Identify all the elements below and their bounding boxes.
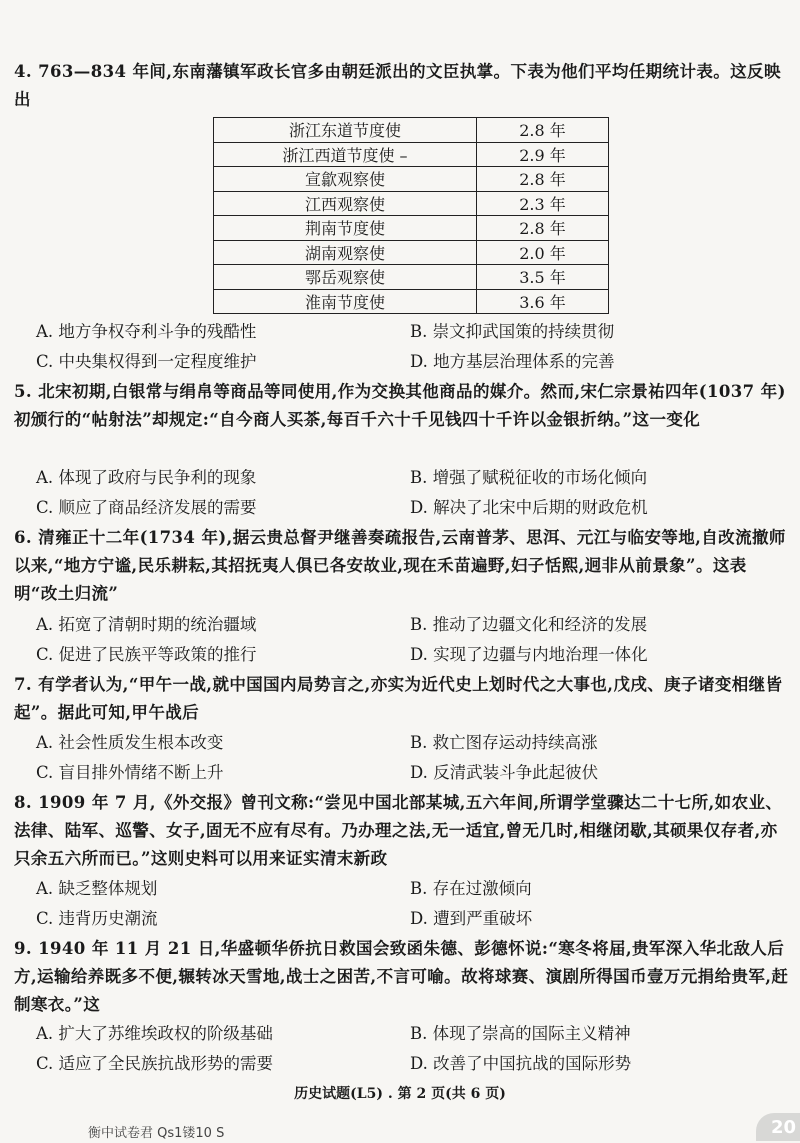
option-b[interactable]: B. 体现了崇高的国际主义精神	[410, 1024, 631, 1043]
tenure-cell: 2.8 年	[477, 216, 609, 241]
options-row	[36, 1019, 776, 1049]
tenure-table	[213, 117, 609, 314]
options-row	[36, 463, 776, 493]
table-row	[214, 265, 609, 290]
option-a[interactable]: A. 拓宽了清朝时期的统治疆域	[36, 615, 257, 634]
table-row	[214, 216, 609, 241]
options-row	[36, 347, 776, 377]
option-a[interactable]: A. 社会性质发生根本改变	[36, 733, 224, 752]
official-title-cell: 浙江西道节度使 –	[214, 142, 477, 167]
question-7	[14, 671, 790, 727]
official-title-cell: 浙江东道节度使	[214, 118, 477, 143]
tenure-cell: 2.9 年	[477, 142, 609, 167]
option-d[interactable]: D. 实现了边疆与内地治理一体化	[410, 645, 648, 664]
official-title-cell: 淮南节度使	[214, 289, 477, 314]
option-d[interactable]: D. 改善了中国抗战的国际形势	[410, 1054, 632, 1073]
official-title-cell: 荆南节度使	[214, 216, 477, 241]
option-b[interactable]: B. 推动了边疆文化和经济的发展	[410, 615, 648, 634]
option-d[interactable]: D. 遭到严重破坏	[410, 909, 533, 928]
option-a[interactable]: A. 扩大了苏维埃政权的阶级基础	[36, 1024, 273, 1043]
corner-page-tab: 20	[756, 1113, 800, 1141]
tenure-cell: 2.8 年	[477, 118, 609, 143]
option-c[interactable]: C. 盲目排外情绪不断上升	[36, 763, 224, 782]
option-c[interactable]: C. 顺应了商品经济发展的需要	[36, 498, 257, 517]
tenure-cell: 3.5 年	[477, 265, 609, 290]
option-d[interactable]: D. 反清武装斗争此起彼伏	[410, 763, 599, 782]
options-row	[36, 1049, 776, 1079]
table-row	[214, 240, 609, 265]
question-8	[14, 789, 790, 873]
question-stem: 9. 1940 年 11 月 21 日,华盛顿华侨抗日救国会致函朱德、彭德怀说:“寒冬将届,贵军深入华北敌人后方,运输给养既多不便,辗转冰天雪地,战士之困苦,不言可喻。故将球赛、演剧所得国币壹万元捐给贵军,赶制寒衣。”这	[14, 939, 789, 1014]
tenure-cell: 2.0 年	[477, 240, 609, 265]
question-stem: 4. 763—834 年间,东南藩镇军政长官多由朝廷派出的文臣执掌。下表为他们平均任期统计表。这反映出	[14, 62, 781, 109]
tenure-cell: 3.6 年	[477, 289, 609, 314]
question-5	[14, 378, 790, 434]
official-title-cell: 宣歙观察使	[214, 167, 477, 192]
official-title-cell: 湖南观察使	[214, 240, 477, 265]
table-row	[214, 142, 609, 167]
options-row	[36, 874, 776, 904]
option-a[interactable]: A. 缺乏整体规划	[36, 879, 158, 898]
option-b[interactable]: B. 增强了赋税征收的市场化倾向	[410, 468, 648, 487]
options-row	[36, 758, 776, 788]
official-title-cell: 鄂岳观察使	[214, 265, 477, 290]
option-a[interactable]: A. 地方争权夺利斗争的残酷性	[36, 322, 257, 341]
table-row	[214, 167, 609, 192]
question-6	[14, 524, 790, 608]
official-title-cell: 江西观察使	[214, 191, 477, 216]
table-row	[214, 118, 609, 143]
option-b[interactable]: B. 救亡图存运动持续高涨	[410, 733, 598, 752]
options-row	[36, 640, 776, 670]
table-row	[214, 191, 609, 216]
option-c[interactable]: C. 中央集权得到一定程度维护	[36, 352, 257, 371]
tenure-cell: 2.3 年	[477, 191, 609, 216]
option-a[interactable]: A. 体现了政府与民争利的现象	[36, 468, 257, 487]
options-row	[36, 904, 776, 934]
options-row	[36, 493, 776, 523]
watermark-stamp: 衡中试卷君 Qs1镂10 S	[88, 1126, 225, 1141]
question-stem: 6. 清雍正十二年(1734 年),据云贵总督尹继善奏疏报告,云南普茅、思洱、元江与临安等地,自改流撤师以来,“地方宁谧,民乐耕耘,其招抚夷人俱已各安故业,现在禾苗遍野,妇子恬熙,迥非从前景象”。这表明“改土归流”	[14, 528, 786, 603]
option-c[interactable]: C. 违背历史潮流	[36, 909, 158, 928]
options-row	[36, 317, 776, 347]
page-footer: 历史试题(L5) . 第 2 页(共 6 页)	[294, 1086, 506, 1102]
option-b[interactable]: B. 存在过激倾向	[410, 879, 532, 898]
options-row	[36, 610, 776, 640]
question-stem: 7. 有学者认为,“甲午一战,就中国国内局势言之,亦实为近代史上划时代之大事也,戊戌、庚子诸变相继皆起”。据此可知,甲午战后	[14, 675, 783, 722]
tenure-cell: 2.8 年	[477, 167, 609, 192]
question-4	[14, 58, 790, 114]
option-b[interactable]: B. 崇文抑武国策的持续贯彻	[410, 322, 615, 341]
option-d[interactable]: D. 地方基层治理体系的完善	[410, 352, 615, 371]
option-c[interactable]: C. 适应了全民族抗战形势的需要	[36, 1054, 274, 1073]
table-row	[214, 289, 609, 314]
question-stem: 8. 1909 年 7 月,《外交报》曾刊文称:“尝见中国北部某城,五六年间,所谓学堂骤达二十七所,如农业、法律、陆军、巡警、女子,固无不应有尽有。乃办理之法,无一适宜,曾无几时,相继闭歇,其硕果仅存者,亦只余五六所而已。”这则史料可以用来证实清末新政	[14, 793, 783, 868]
option-c[interactable]: C. 促进了民族平等政策的推行	[36, 645, 257, 664]
option-d[interactable]: D. 解决了北宋中后期的财政危机	[410, 498, 648, 517]
options-row	[36, 728, 776, 758]
question-9	[14, 935, 790, 1019]
question-stem: 5. 北宋初期,白银常与绢帛等商品等同使用,作为交换其他商品的媒介。然而,宋仁宗景祐四年(1037 年)初颁行的“帖射法”却规定:“自今商人买茶,每百千六十千见钱四十千许以金银折纳。”这一变化	[14, 382, 786, 429]
